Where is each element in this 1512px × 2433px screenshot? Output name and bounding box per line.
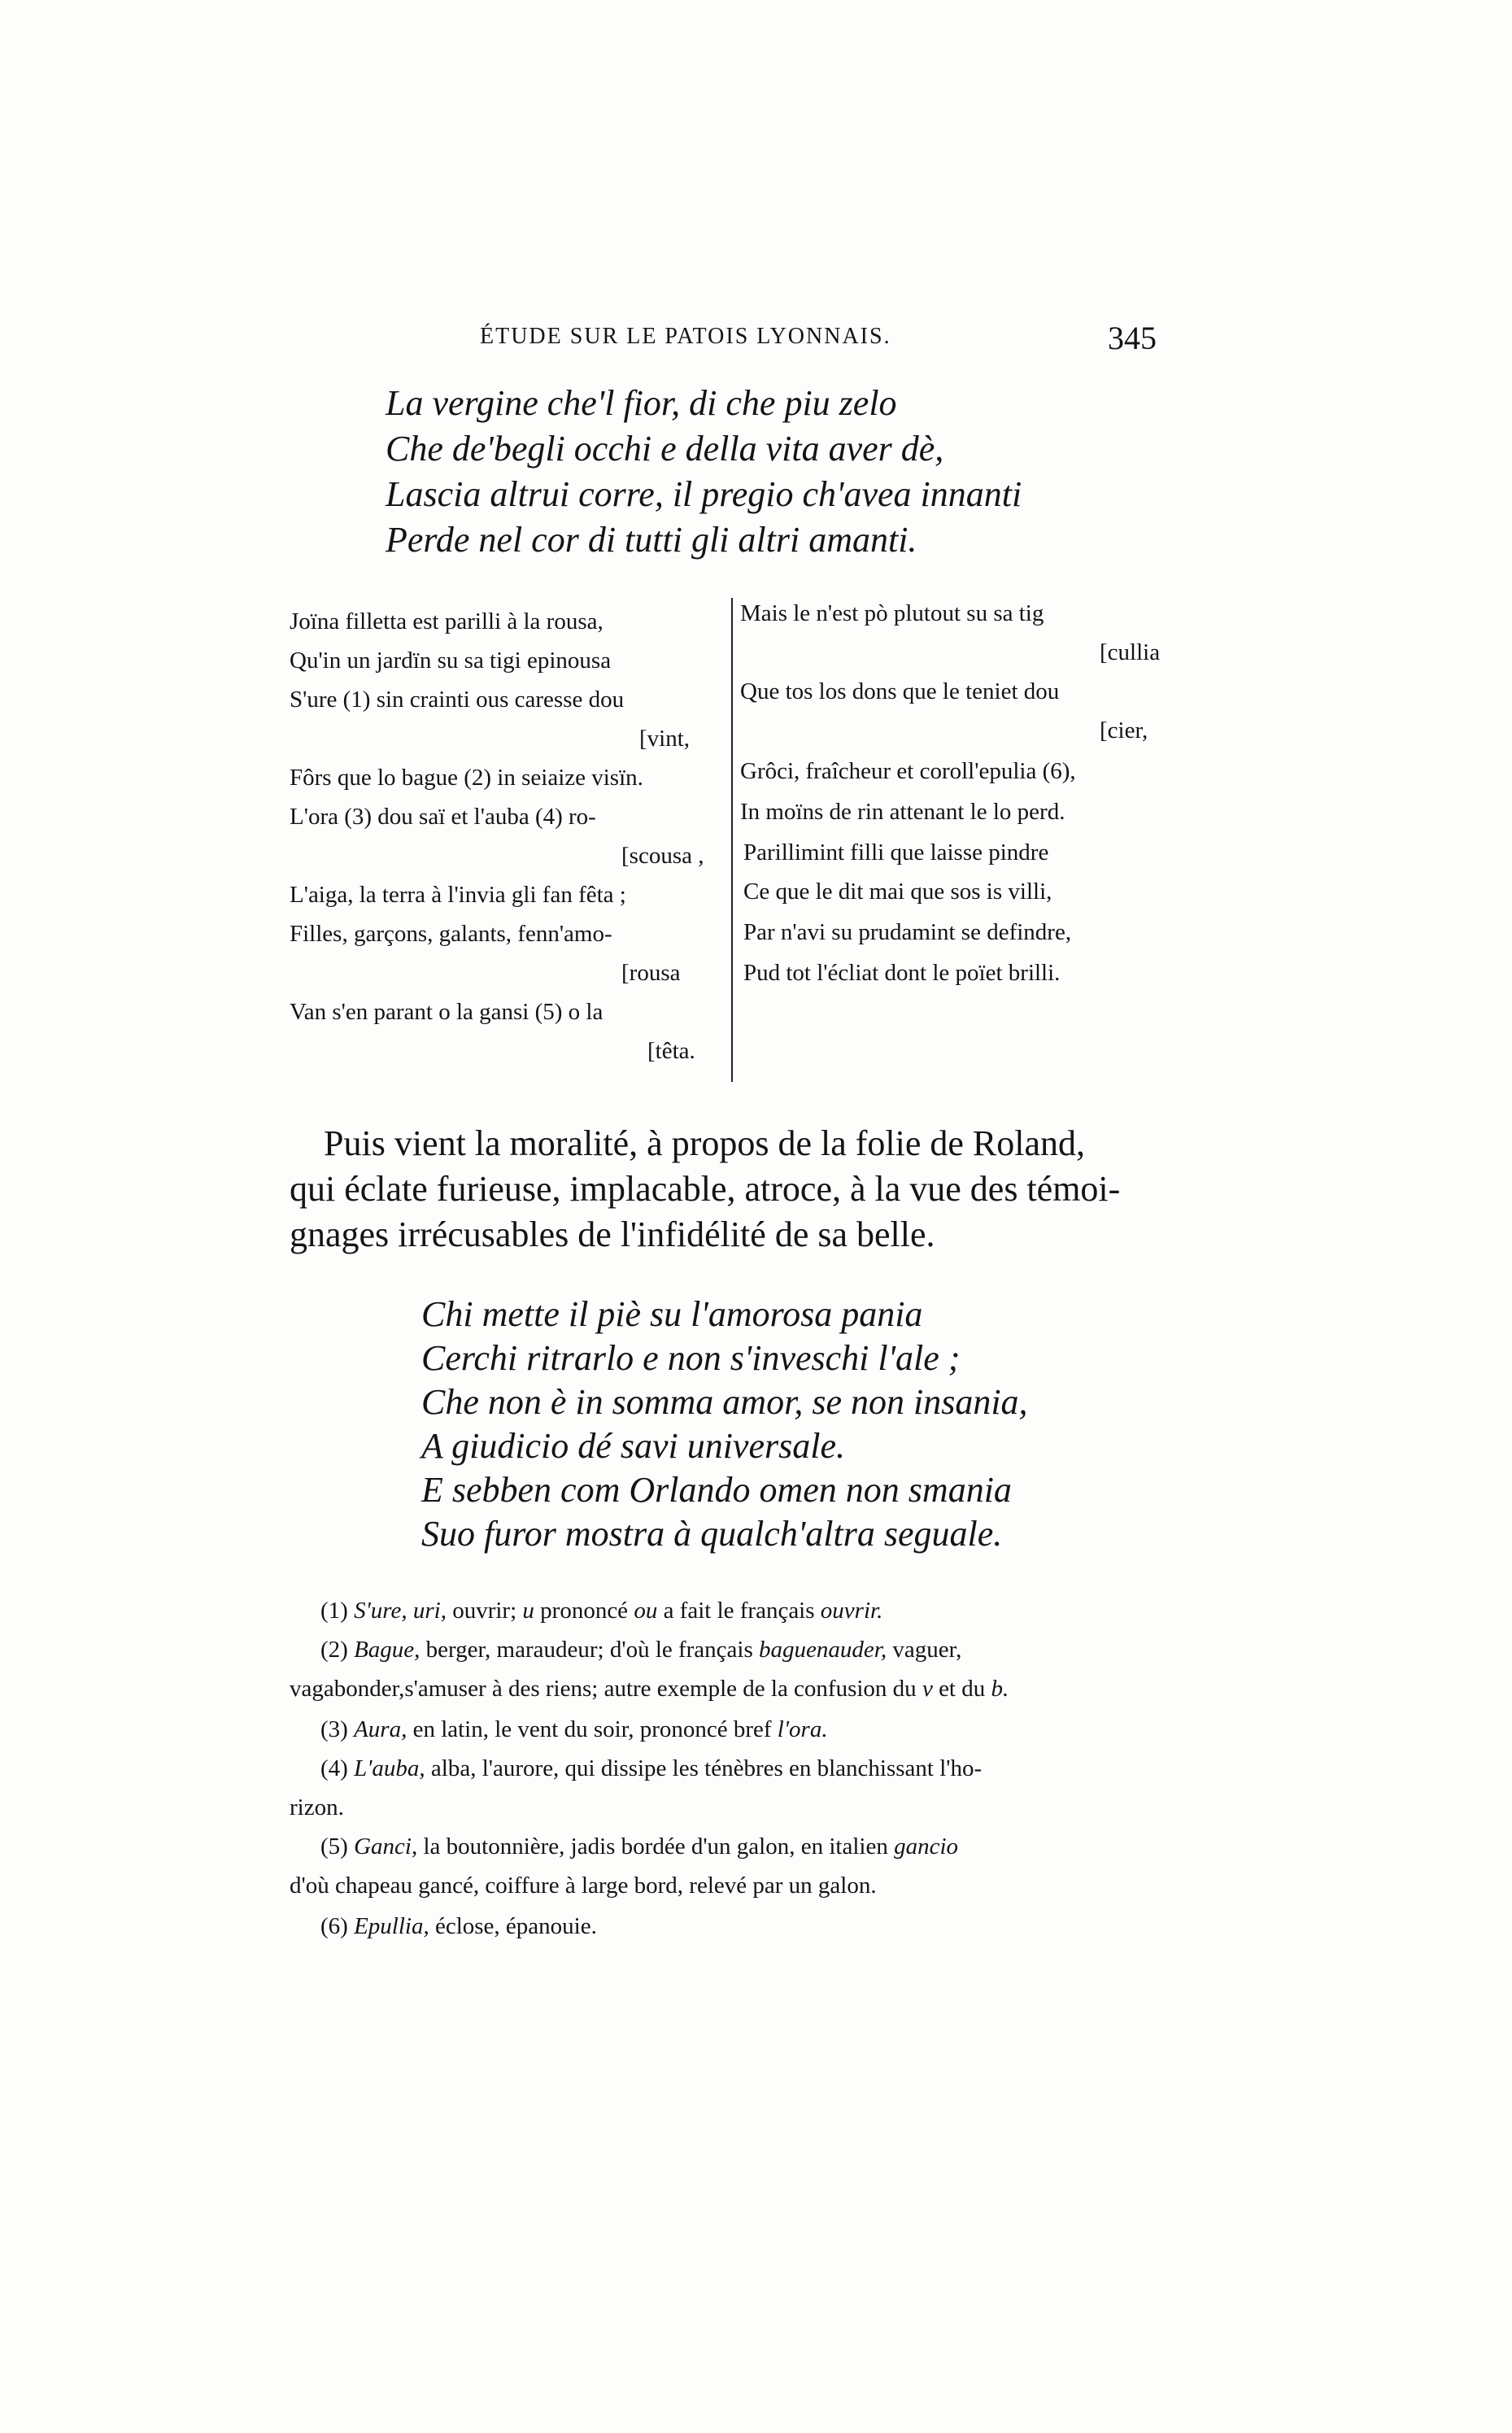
verse-line: L'ora (3) dou saï et l'auba (4) ro- (290, 804, 596, 830)
verse-line: A giudicio dé savi universale. (421, 1426, 845, 1466)
verse-line: Perde nel cor di tutti gli altri amanti. (386, 520, 917, 560)
footnote: (4) L'auba, alba, l'aurore, qui dissipe les ténèbres en blanchissant l'ho- (320, 1755, 983, 1781)
verse-line: In moïns de rin attenant le lo perd. (740, 799, 1065, 825)
footnote: (2) Bague, berger, maraudeur; d'où le français baguenauder, vaguer, (320, 1637, 962, 1663)
verse-line: Van s'en parant o la gansi (5) o la (290, 999, 603, 1025)
verse-line: [têta. (647, 1038, 695, 1064)
verse-line: Chi mette il piè su l'amorosa pania (421, 1294, 923, 1334)
prose-line: gnages irrécusables de l'infidélité de sa belle. (290, 1214, 935, 1254)
footnote: vagabonder,s'amuser à des riens; autre exemple de la confusion du v et du b. (290, 1676, 1009, 1702)
verse-line: E sebben com Orlando omen non smania (421, 1470, 1012, 1510)
page-number: 345 (1108, 320, 1157, 356)
verse-line: [scousa , (621, 843, 704, 869)
verse-line: [cullia (1100, 639, 1161, 665)
prose-line: qui éclate furieuse, implacable, atroce, à la vue des témoi- (290, 1169, 1121, 1209)
verse-line: Che de'begli occhi e della vita aver dè, (386, 429, 944, 469)
verse-line: Ce que le dit mai que sos is villi, (743, 879, 1052, 905)
footnote: rizon. (290, 1794, 344, 1820)
verse-line: Filles, garçons, galants, fenn'amo- (290, 921, 612, 947)
footnote: (6) Epullia, éclose, épanouie. (320, 1913, 597, 1939)
column-divider (731, 598, 733, 1082)
verse-line: La vergine che'l fior, di che piu zelo (386, 383, 897, 423)
verse-line: [cier, (1100, 717, 1148, 743)
verse-line: Cerchi ritrarlo e non s'inveschi l'ale ; (421, 1338, 961, 1378)
verse-line: Par n'avi su prudamint se defindre, (743, 919, 1072, 945)
verse-line: Grôci, fraîcheur et coroll'epulia (6), (740, 758, 1076, 784)
verse-line: Fôrs que lo bague (2) in seiaize visïn. (290, 765, 643, 791)
verse-line: Pud tot l'écliat dont le poïet brilli. (743, 960, 1061, 986)
verse-line: [rousa (621, 960, 681, 986)
prose-line: Puis vient la moralité, à propos de la folie de Roland, (324, 1123, 1086, 1163)
verse-line: L'aiga, la terra à l'invia gli fan fêta ; (290, 882, 626, 908)
verse-line: [vint, (639, 726, 691, 752)
footnote: (1) S'ure, uri, ouvrir; u prononcé ou a fait le français ouvrir. (320, 1598, 883, 1624)
verse-line: Mais le n'est pò plutout su sa tig (740, 600, 1044, 626)
verse-line: Suo furor mostra à qualch'altra seguale. (421, 1514, 1003, 1554)
verse-line: Que tos los dons que le teniet dou (740, 678, 1060, 704)
running-header: ÉTUDE SUR LE PATOIS LYONNAIS. (480, 324, 891, 349)
footnote: (3) Aura, en latin, le vent du soir, prononcé bref l'ora. (320, 1716, 828, 1742)
footnote: d'où chapeau gancé, coiffure à large bord, relevé par un galon. (290, 1873, 877, 1899)
verse-line: Che non è in somma amor, se non insania, (421, 1382, 1028, 1422)
verse-line: Parillimint filli que laisse pindre (743, 839, 1049, 866)
verse-line: Joïna filletta est parilli à la rousa, (290, 608, 603, 634)
footnote: (5) Ganci, la boutonnière, jadis bordée d'un galon, en italien gancio (320, 1833, 959, 1860)
verse-line: Qu'in un jardïn su sa tigi epinousa (290, 647, 612, 674)
verse-line: S'ure (1) sin crainti ous caresse dou (290, 687, 625, 713)
verse-line: Lascia altrui corre, il pregio ch'avea innanti (386, 474, 1022, 514)
